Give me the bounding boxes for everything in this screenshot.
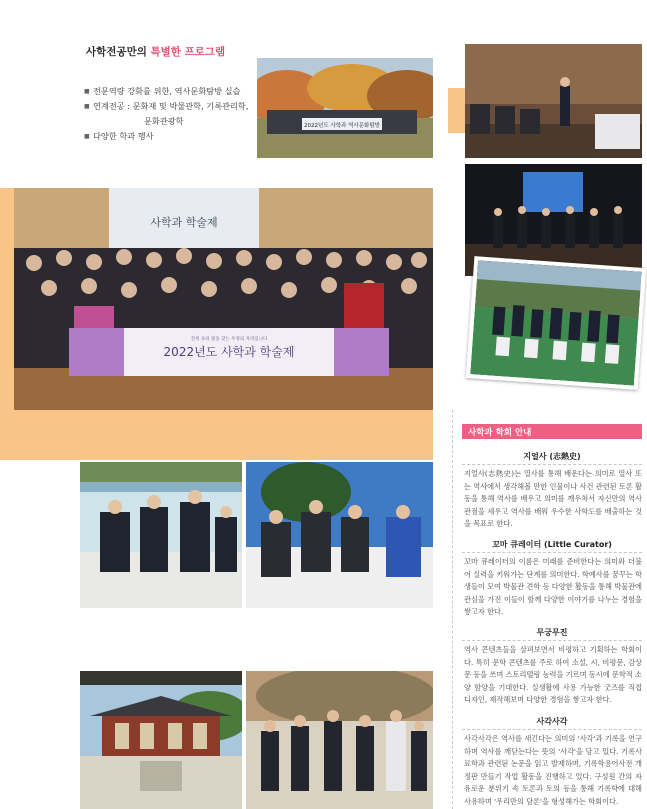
program-item-continuation: 문화관광학 (144, 116, 184, 126)
club-description: 역사 콘텐츠들을 살펴보면서 비평하고 기획하는 학회이다. 특히 문학 콘텐츠를 주로 하여 소설, 시, 비평문, 감상문 등을 쓰며 스토리텔링 능력을 기르며 동시에 문학적 소양 함양을 기대한다. 실생활에 사용 가능한 굿즈를 직접 디자인, 제작해보며 다양한 경험을 쌓고자 한다. (464, 645, 642, 705)
club-divider (462, 464, 642, 465)
photo-bleachers-right (246, 462, 433, 608)
program-list (84, 84, 254, 144)
club-title: 지얼사 (志熱史) (523, 452, 581, 461)
club-title: 사각사각 (536, 717, 568, 726)
photo-academic-festival (14, 188, 433, 410)
club-divider (462, 640, 642, 641)
decor-block-right (448, 88, 466, 133)
photo-bleachers-left (80, 462, 242, 608)
clubs-header: 사학과 학회 안내 (462, 424, 642, 439)
program-title: 사학전공만의 특별한 프로그램 (86, 46, 226, 58)
program-item: ■ 다양한 학과 행사 (84, 129, 254, 144)
program-item: ■ 전문역량 강화를 위한, 역사문화탐방 실습 (84, 84, 254, 99)
club-description: 꼬마 큐레이터의 이름은 미래를 준비한다는 의미와 더불어 실력을 키워가는 단계를 의미한다. 학예사를 꿈꾸는 학생들이 모여 박물관 견학 등 다양한 활동을 통해 박물관에 관심을 가진 이들이 함께 다양한 이야기를 나누는 경험을 쌓고자 한다. (464, 557, 642, 617)
club-title: 무궁무진 (536, 628, 568, 637)
club-divider (462, 552, 642, 553)
photo-soccer-team (466, 256, 646, 390)
club-description: 지얼사(志熱史)는 열사를 통해 배운다는 의미로 열사 또는 역사에서 생각해볼 만한 인물이나 사건 관련된 토론 활동을 통해 역사를 배우고 의미를 깨우쳐서 자신만의 역사 관점을 세우고 역사를 배워 우수한 사학도를 배출하는 것을 목표로 한다. (464, 469, 642, 529)
club-title: 꼬마 큐레이터 (Little Curator) (492, 540, 612, 549)
program-title-highlight: 특별한 프로그램 (150, 46, 226, 58)
program-item: ■ 연계전공 : 문화재 및 박물관학, 기록관리학, (84, 99, 254, 114)
festival-banner-title: 2022년도 사학과 학술제 (163, 345, 295, 359)
photo-field-trip (246, 671, 433, 809)
festival-banner-subtitle: 진정 속의 빛을 찾는 우정의 자리입니다 (190, 337, 268, 342)
photo-presenter (465, 44, 642, 158)
slide-title-text: 사학과 학술제 (150, 216, 218, 229)
photo-outdoor-group (257, 58, 433, 158)
decor-block-band (0, 410, 433, 460)
club-divider (462, 729, 642, 730)
column-divider (452, 410, 453, 809)
club-description: 사각사각은 역사를 새긴다는 의미의 '사각'과 기록을 연구하며 역사를 깨닫는다는 뜻의 '사각'을 담고 있다. 기록사료학과 관련된 논문을 읽고 발제하며, 기록학용어사전 개정판 만들기 작업 활동을 진행하고 있다. 구성원 간의 자유로운 분위기 속 토론과 토의 등을 통해 기록학에 대해 사유하며 '우리만의 담론'을 형성해가는 학회이다. (464, 734, 642, 806)
photo-traditional-building (80, 671, 242, 809)
outing-banner-text: 2022년도 사학과 역사문화탐방 (304, 123, 380, 129)
